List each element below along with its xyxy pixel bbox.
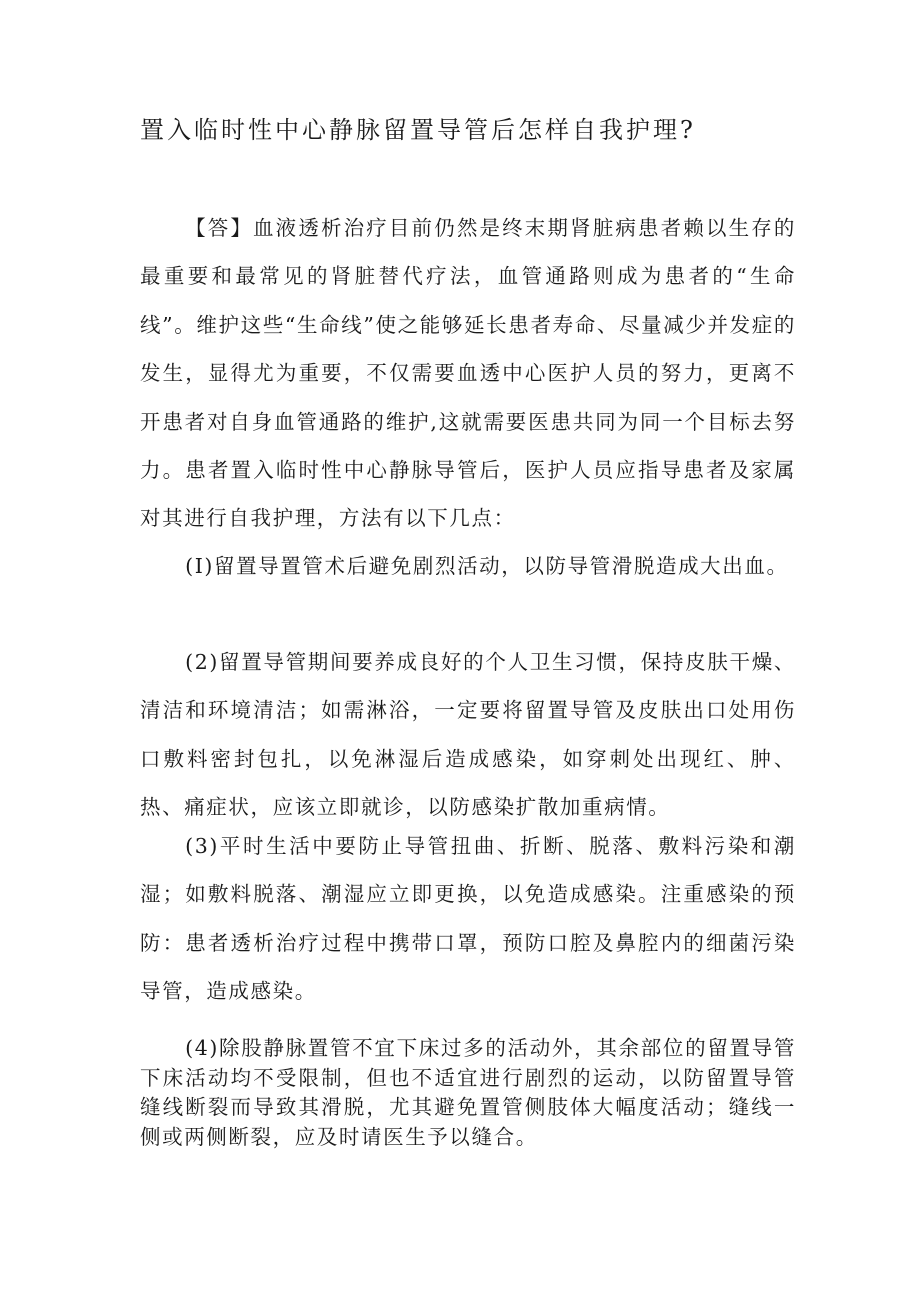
answer-intro-paragraph: 【答】血液透析治疗目前仍然是终末期肾脏病患者赖以生存的最重要和最常见的肾脏替代疗法，血管通路则成为患者的“生命线”。维护这些“生命线”使之能够延长患者寿命、尽量减少并发症的发生，显得尤为重要，不仅需要血透中心医护人员的努力，更离不开患者对自身血管通路的维护,这就需要医患共同为同一个目标去努力。患者置入临时性中心静脉导管后，医护人员应指导患者及家属对其进行自我护理，方法有以下几点： (140, 216, 796, 531)
care-point-3: (3)平时生活中要防止导管扭曲、折断、脱落、敷料污染和潮湿；如敷料脱落、潮湿应立即更换，以免造成感染。注重感染的预防：患者透析治疗过程中携带口罩，预防口腔及鼻腔内的细菌污染导管，造成感染。 (140, 834, 796, 1004)
care-point-4: (4)除股静脉置管不宜下床过多的活动外，其余部位的留置导管下床活动均不受限制，但也不适宜进行剧烈的运动，以防留置导管缝线断裂而导致其滑脱，尤其避免置管侧肢体大幅度活动；缝线一侧或两侧断裂，应及时请医生予以缝合。 (140, 1036, 796, 1149)
care-point-2: (2)留置导管期间要养成良好的个人卫生习惯，保持皮肤干燥、清洁和环境清洁；如需淋浴，一定要将留置导管及皮肤出口处用伤口敷料密封包扎，以免淋湿后造成感染，如穿刺处出现红、肿、热、痛症状，应该立即就诊，以防感染扩散加重病情。 (140, 650, 796, 820)
care-point-1: (I)留置导置管术后避免剧烈活动，以防导管滑脱造成大出血。 (185, 554, 789, 578)
document-title: 置入临时性中心静脉留置导管后怎样自我护理? (140, 116, 696, 144)
